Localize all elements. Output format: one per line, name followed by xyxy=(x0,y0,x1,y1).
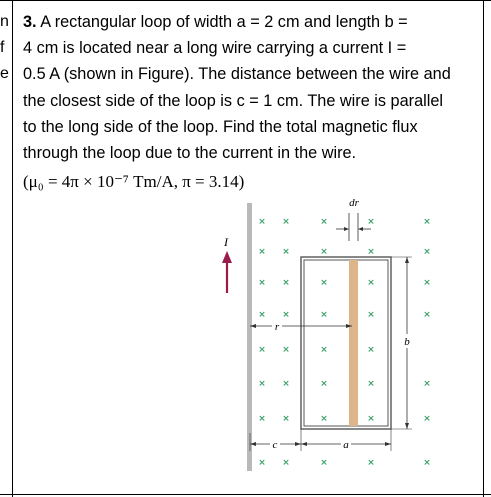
loop-wire-figure xyxy=(214,193,444,471)
field-x-mark: × xyxy=(367,414,375,424)
field-x-mark: × xyxy=(258,278,266,288)
field-x-mark: × xyxy=(423,458,431,468)
b-arrowhead-top xyxy=(405,257,409,263)
dr-arrowhead-left xyxy=(344,227,349,231)
field-x-mark: × xyxy=(320,278,328,288)
a-label: a xyxy=(343,439,349,451)
field-x-mark: × xyxy=(282,247,290,257)
field-x-mark: × xyxy=(258,458,266,468)
field-x-mark: × xyxy=(320,310,328,320)
given-constants: (μ₀ = 4π × 10⁻⁷ Tm/A, π = 3.14) xyxy=(23,172,245,191)
field-x-mark: × xyxy=(282,458,290,468)
field-x-mark: × xyxy=(258,345,266,355)
problem-line-6: through the loop due to the current in the wire. xyxy=(23,144,357,163)
field-x-mark: × xyxy=(320,379,328,389)
problem-line-4: the closest side of the loop is c = 1 cm. The wire is parallel xyxy=(23,91,444,110)
dr-arrowhead-right xyxy=(358,227,363,231)
field-x-mark: × xyxy=(367,310,375,320)
b-arrowhead-bottom xyxy=(405,423,409,429)
a-arrowhead-right xyxy=(385,442,391,446)
field-x-mark: × xyxy=(423,379,431,389)
a-arrowhead-left xyxy=(301,442,307,446)
left-cell-fragment: e xyxy=(0,65,9,82)
field-x-mark: × xyxy=(258,379,266,389)
b-label: b xyxy=(404,336,410,348)
field-x-mark: × xyxy=(320,217,328,227)
c-label: c xyxy=(272,439,278,451)
current-label: I xyxy=(224,235,228,249)
field-x-mark: × xyxy=(367,458,375,468)
problem-line-3: 0.5 A (shown in Figure). The distance between the wire and xyxy=(23,65,451,84)
field-x-mark: × xyxy=(367,278,375,288)
field-x-mark: × xyxy=(282,217,290,227)
field-x-mark: × xyxy=(320,414,328,424)
field-x-mark: × xyxy=(423,217,431,227)
field-x-mark: × xyxy=(423,310,431,320)
field-x-mark: × xyxy=(423,247,431,257)
field-x-mark: × xyxy=(282,278,290,288)
current-arrow xyxy=(222,251,232,293)
problem-statement xyxy=(23,9,475,166)
field-x-mark: × xyxy=(423,278,431,288)
rectangular-loop xyxy=(301,257,391,429)
dr-label: dr xyxy=(349,197,359,209)
problem-number: 3. xyxy=(23,13,37,31)
left-cell-fragment: f xyxy=(0,39,5,56)
field-x-mark: × xyxy=(258,217,266,227)
strip-dr xyxy=(349,260,358,426)
field-x-mark: × xyxy=(282,379,290,389)
table-border-right xyxy=(483,0,484,497)
field-x-mark: × xyxy=(282,345,290,355)
r-label: r xyxy=(274,321,280,333)
table-border-bottom xyxy=(0,494,491,495)
long-wire xyxy=(247,203,252,471)
field-x-mark: × xyxy=(282,414,290,424)
field-x-mark: × xyxy=(423,414,431,424)
c-arrowhead-right xyxy=(295,442,301,446)
field-x-mark: × xyxy=(320,247,328,257)
field-x-mark: × xyxy=(282,310,290,320)
problem-line-2: 4 cm is located near a long wire carrying a current I = xyxy=(23,39,407,58)
field-x-mark: × xyxy=(367,379,375,389)
field-x-mark: × xyxy=(367,345,375,355)
field-x-mark: × xyxy=(367,247,375,257)
field-x-mark: × xyxy=(367,217,375,227)
table-border-top xyxy=(0,0,491,1)
field-x-mark: × xyxy=(320,345,328,355)
rectangular-loop-inner xyxy=(304,260,388,426)
field-x-mark: × xyxy=(258,310,266,320)
left-cell-fragment: n xyxy=(0,13,9,30)
field-x-mark: × xyxy=(258,247,266,257)
problem-line-1: 3. A rectangular loop of width a = 2 cm and length b = xyxy=(23,13,408,31)
field-x-mark: × xyxy=(320,458,328,468)
problem-line-5: to the long side of the loop. Find the total magnetic flux xyxy=(23,117,418,136)
field-x-mark: × xyxy=(258,414,266,424)
table-column-divider xyxy=(12,0,13,497)
